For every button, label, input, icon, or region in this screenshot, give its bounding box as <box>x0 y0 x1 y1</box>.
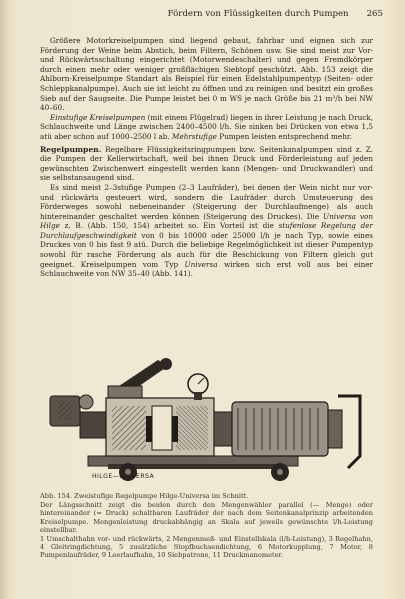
body-text <box>40 36 373 279</box>
figure-nameplate: HILGE—UNIVERSA <box>92 473 155 480</box>
running-header <box>40 6 383 22</box>
page-number: 265 <box>366 9 383 19</box>
page-gutter-shadow <box>0 0 10 599</box>
caption-legend: 1 Umschalthahn vor- und rückwärts, 2 Mengenmeß- und Einstellskala (l/h-Leistung), 3 Regelhahn, 4 Gleitringdichtung, 5 zusätzliche Stopfbuchsendichtung, 6 Motorkupplung, 7 Motor, 8 Pumpenlaufräder, 9 Leerlaufhahn, 10 Siebpatrone, 11 Druckmanometer. <box>40 535 373 560</box>
section-heading: Regelpumpen. <box>40 144 102 154</box>
paragraph: Einstufige Kreiselpumpen (mit einem Flügelrad) liegen in ihrer Leistung je nach Druck, Schlauchweite und Länge zwischen 2400–4500 l/h. Sie sinken bei Drücken von etwa 1,5 atü aber schon auf 1000–2500 l ab. Mehrstufige Pumpen leisten entsprechend mehr. <box>40 112 374 141</box>
paragraph: Regelpumpen. Regelbare Flüssigkeitsringpumpen bzw. Seitenkanalpumpen sind z. Z. die Pumpen der Kellerwirtschaft, weil bei ihnen Druck und Förderleistung auf jeden gewünschten Zwischenwert eingestellt werden kann (Mengen- und Druckwandler) und sie selbstansaugend sind. <box>40 144 373 183</box>
figure-caption <box>40 492 373 560</box>
header-title: Fördern von Flüssigkeiten durch Pumpen <box>167 9 349 19</box>
pump-cross-section-figure <box>48 356 366 484</box>
paragraph: Größere Motorkreiselpumpen sind liegend gebaut, fahrbar und eignen sich zur Förderung der Weine beim Abstich, beim Filtern, Schönen usw. Sie sind meist zur Vor- und Rückwärtsschaltung eingerichtet (Motorwendeschalter) und gegen Fremdkörper durch einen mehr oder weniger großflächigen Siebtopf geschützt. Abb. 153 zeigt die Ahlborn-Kreiselpumpe Standart als Beispiel für einen Edelstahlpumpentyp (Seiten- oder Schleppkanalpumpe). Auch sie ist leicht zu öffnen und zu reinigen und besitzt ein großes Sieb auf der Saugseite. Die Pumpe leistet bei 0 m WS je nach Größe bis 21 m³/h bei NW 40–60. <box>40 36 373 113</box>
caption-text: Der Längsschnitt zeigt die beiden durch den Mengenwähler parallel (— Menge) oder hintereinander (= Druck) schaltbaren Laufräder der nach dem Seitenkanalprinzip arbeitenden Kreiselpumpe. Mengenleistung druckabhängig an Skala auf jeweils gewünschte l/h-Leistung einstellbar. <box>40 501 373 534</box>
caption-title: Abb. 154. Zweistufige Regelpumpe Hilge-Universa im Schnitt. <box>40 492 249 500</box>
paragraph: Es sind meist 2–3stufige Pumpen (2–3 Laufräder), bei denen der Wein nicht nur vor- und rückwärts gesteuert wird, sondern die Laufräder durch Umsteuerung des Förderweges sowohl nebeneinander (Steigerung der Durchlaufmenge) als auch hintereinander geschaltet werden können (Steigerung des Druckes). Die Universa von Hilge z. B. (Abb. 150, 154) arbeitet so. Ein Vorteil ist die stufenlose Regelung der Durchlaufgeschwindigkeit von 0 bis 10000 oder 25000 l/h je nach Typ, sowie eines Druckes von 0 bis fast 9 atü. Durch die beliebige Regelmöglichkeit ist dieser Pumpentyp sowohl für rasche Förderung als auch für die Beschickung von Filtern gleich gut geeignet. Kreiselpumpen vom Typ Universa wirken sich erst voll aus bei einer Schlauchweite von NW 35–40 (Abb. 141). <box>40 182 374 279</box>
